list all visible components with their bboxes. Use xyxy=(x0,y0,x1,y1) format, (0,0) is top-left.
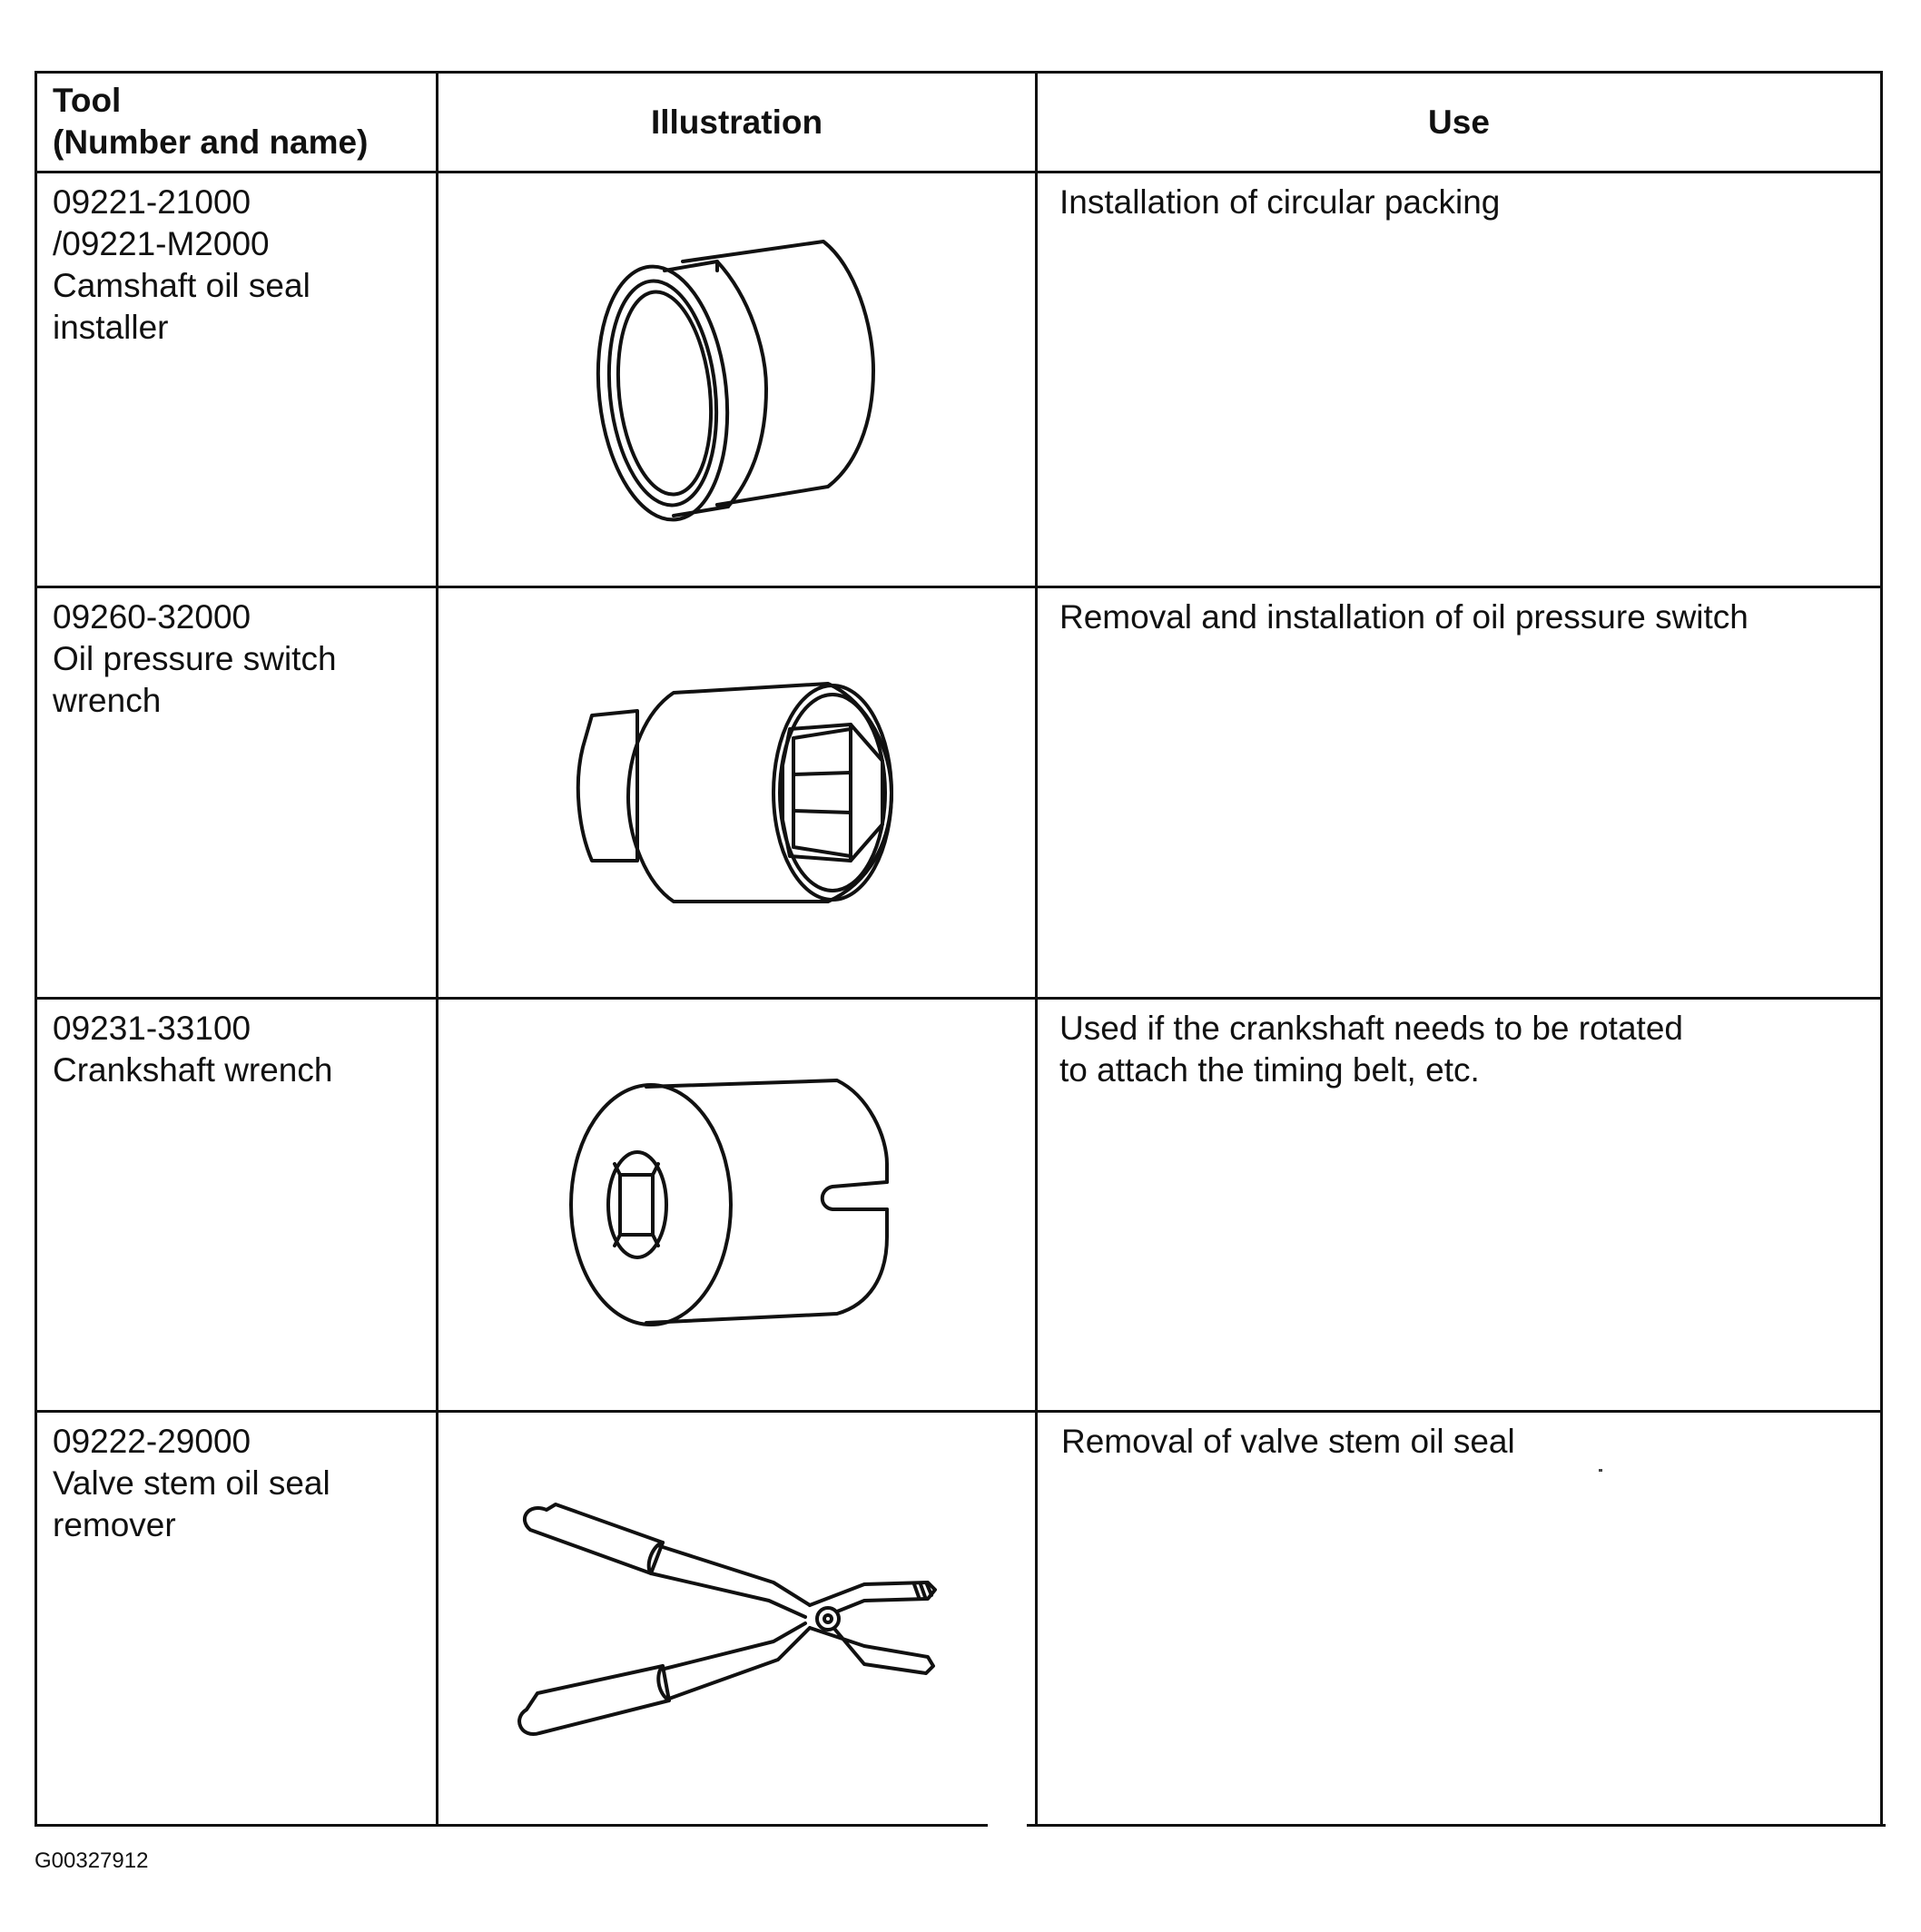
row-1-tool-line-3: Camshaft oil seal xyxy=(53,267,310,304)
figure-id: G00327912 xyxy=(34,1848,149,1873)
oil-pressure-switch-wrench-icon xyxy=(556,675,919,911)
camshaft-oil-seal-installer-icon xyxy=(556,234,919,525)
row-2-tool-line-3: wrench xyxy=(53,682,162,719)
header-illustration xyxy=(438,74,1035,171)
table-row-3-tool xyxy=(53,1008,429,1091)
table-row-4-tool xyxy=(53,1421,429,1546)
table-border-bottom-right xyxy=(1027,1824,1886,1827)
row-3-use-line-2: to attach the timing belt, etc. xyxy=(1059,1051,1480,1089)
table-border-left xyxy=(34,71,37,1827)
row-1-use-line-1: Installation of circular packing xyxy=(1059,183,1501,221)
table-row-4-illustration xyxy=(438,1413,1035,1824)
table-row-1-use xyxy=(1059,182,1877,223)
row-4-tool-line-3: remover xyxy=(53,1506,176,1543)
row-1-tool-line-2: /09221-M2000 xyxy=(53,225,270,262)
header-use-label: Use xyxy=(1428,103,1490,141)
table-border-right xyxy=(1880,71,1883,1827)
row-1-tool-line-1: 09221-21000 xyxy=(53,183,251,221)
row-2-use-line-1: Removal and installation of oil pressure switch xyxy=(1059,598,1749,636)
row-3-tool-line-2: Crankshaft wrench xyxy=(53,1051,333,1089)
table-border-bottom-left xyxy=(34,1824,988,1827)
header-use xyxy=(1038,74,1880,171)
row-3-use-line-1: Used if the crankshaft needs to be rotated xyxy=(1059,1010,1683,1047)
column-divider-2 xyxy=(1035,71,1038,1827)
table-row-2-tool xyxy=(53,596,429,722)
header-illustration-label: Illustration xyxy=(650,103,823,141)
table-row-3-illustration xyxy=(438,1000,1035,1410)
table-row-1-illustration xyxy=(438,173,1035,586)
row-3-tool-line-1: 09231-33100 xyxy=(53,1010,251,1047)
crankshaft-wrench-icon xyxy=(560,1073,914,1336)
row-4-tool-line-1: 09222-29000 xyxy=(53,1423,251,1460)
row-4-tool-line-2: Valve stem oil seal xyxy=(53,1464,330,1502)
header-tool-line-1: Tool xyxy=(53,82,122,119)
row-4-use-line-1: Removal of valve stem oil seal xyxy=(1061,1423,1515,1460)
table-row-2-use xyxy=(1059,596,1877,638)
table-row-4-use xyxy=(1061,1421,1878,1463)
header-tool-line-2: (Number and name) xyxy=(53,123,369,161)
table-row-1-tool xyxy=(53,182,429,349)
table-row-3-use xyxy=(1059,1008,1877,1091)
row-2-tool-line-1: 09260-32000 xyxy=(53,598,251,636)
header-tool xyxy=(53,80,425,163)
scan-speck xyxy=(1599,1469,1602,1472)
table-row-2-illustration xyxy=(438,588,1035,997)
valve-stem-oil-seal-remover-icon xyxy=(501,1483,973,1755)
special-tools-table xyxy=(34,71,1883,1828)
row-1-tool-line-4: installer xyxy=(53,309,169,346)
row-2-tool-line-2: Oil pressure switch xyxy=(53,640,337,677)
